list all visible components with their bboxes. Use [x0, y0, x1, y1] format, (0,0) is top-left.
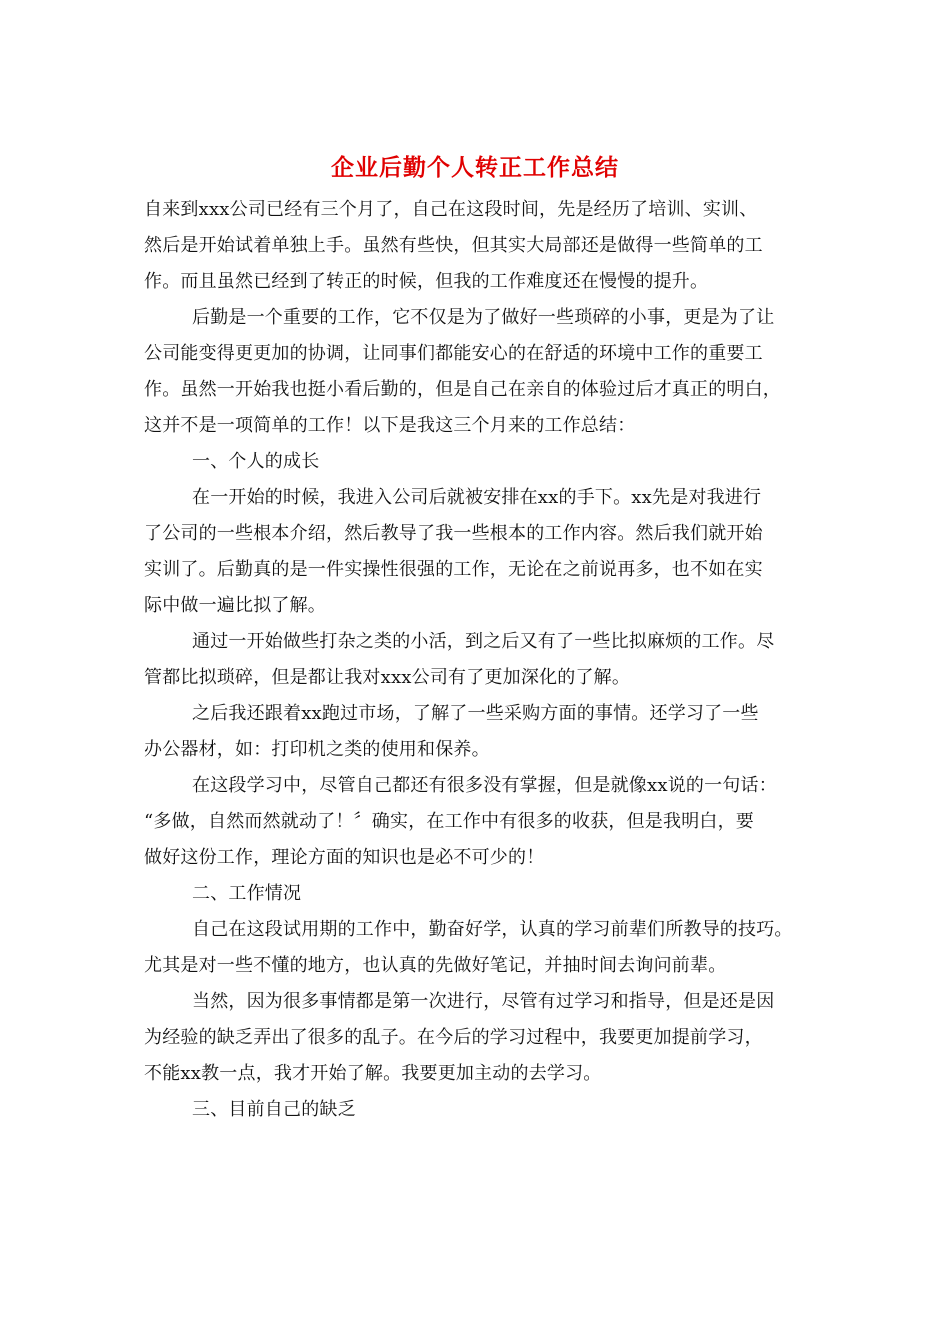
text-line: 自来到xxx公司已经有三个月了，自己在这段时间，先是经历了培训、实训、 — [144, 199, 758, 220]
text-line: 之后我还跟着xx跑过市场，了解了一些采购方面的事情。还学习了一些 — [192, 703, 759, 724]
text-line: 办公器材，如：打印机之类的使用和保养。 — [144, 739, 490, 760]
document-title: 企业后勤个人转正工作总结 — [331, 154, 619, 181]
text-line: 实训了。后勤真的是一件实操性很强的工作，无论在之前说再多，也不如在实 — [144, 559, 763, 580]
text-line: 为经验的缺乏弄出了很多的乱子。在今后的学习过程中，我要更加提前学习， — [144, 1027, 763, 1048]
text-line: 一、个人的成长 — [192, 451, 320, 472]
text-line: 际中做一遍比拟了解。 — [144, 595, 326, 616]
text-line: 做好这份工作，理论方面的知识也是必不可少的！ — [144, 847, 545, 868]
text-line: 后勤是一个重要的工作，它不仅是为了做好一些琐碎的小事，更是为了让 — [192, 307, 775, 328]
text-line: 尤其是对一些不懂的地方，也认真的先做好笔记，并抽时间去询问前辈。 — [144, 955, 727, 976]
text-line: 这并不是一项简单的工作！以下是我这三个月来的工作总结： — [144, 415, 636, 436]
text-line: 自己在这段试用期的工作中，勤奋好学，认真的学习前辈们所教导的技巧。 — [192, 919, 793, 940]
text-line: 三、目前自己的缺乏 — [192, 1099, 356, 1120]
text-line: 当然，因为很多事情都是第一次进行，尽管有过学习和指导，但是还是因 — [192, 991, 775, 1012]
document-body — [144, 192, 824, 1128]
text-line: 公司能变得更更加的协调，让同事们都能安心的在舒适的环境中工作的重要工 — [144, 343, 763, 364]
text-line: 不能xx教一点，我才开始了解。我要更加主动的去学习。 — [144, 1063, 602, 1084]
text-line: 作。而且虽然已经到了转正的时候，但我的工作难度还在慢慢的提升。 — [144, 271, 709, 292]
text-line: 在一开始的时候，我进入公司后就被安排在xx的手下。xx先是对我进行 — [192, 487, 762, 508]
text-line: 然后是开始试着单独上手。虽然有些快，但其实大局部还是做得一些简单的工 — [144, 235, 763, 256]
text-line: 作。虽然一开始我也挺小看后勤的，但是自己在亲自的体验过后才真正的明白， — [144, 379, 781, 400]
text-line: “多做，自然而然就动了！〞确实，在工作中有很多的收获，但是我明白，要 — [144, 811, 754, 832]
text-line: 通过一开始做些打杂之类的小活，到之后又有了一些比拟麻烦的工作。尽 — [192, 631, 775, 652]
text-line: 二、工作情况 — [192, 883, 302, 904]
text-line: 了公司的一些根本介绍，然后教导了我一些根本的工作内容。然后我们就开始 — [144, 523, 763, 544]
text-line: 在这段学习中，尽管自己都还有很多没有掌握，但是就像xx说的一句话： — [192, 775, 777, 796]
text-line: 管都比拟琐碎，但是都让我对xxx公司有了更加深化的了解。 — [144, 667, 631, 688]
